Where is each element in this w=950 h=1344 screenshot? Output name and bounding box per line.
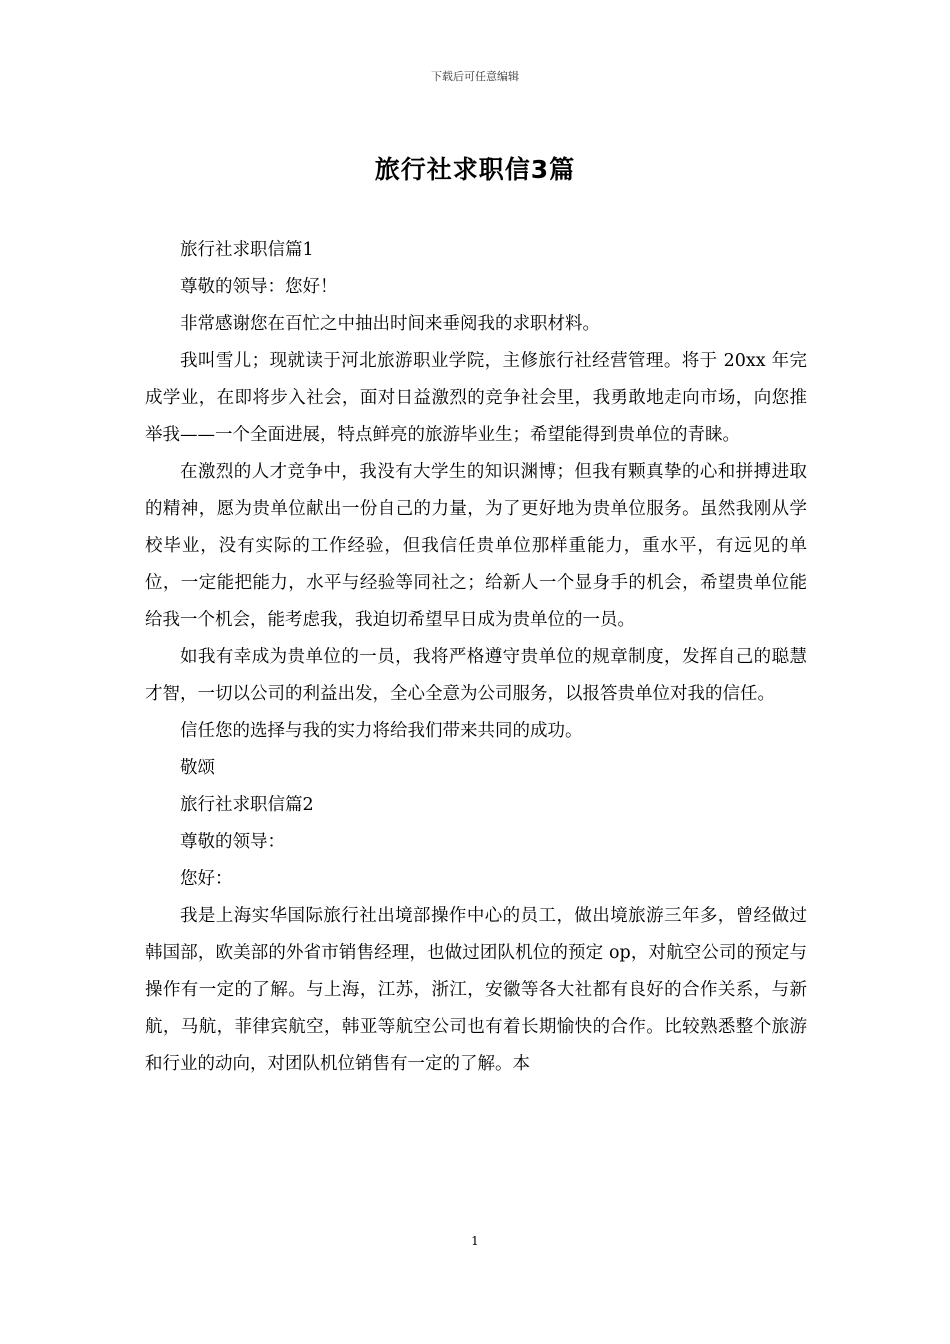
document-title: 旅行社求职信3篇	[374, 155, 576, 184]
salutation: 尊敬的领导：	[180, 832, 285, 852]
salutation: 尊敬的领导：您好！	[180, 277, 338, 297]
section-heading-2: 旅行社求职信篇2	[180, 795, 314, 815]
paragraph: 我是上海实华国际旅行社出境部操作中心的员工，做出境旅游三年多，曾经做过韩国部，欧美部的外省市销售经理，也做过团队机位的预定 op，对航空公司的预定与操作有一定的了解。与上海，江苏，浙江，安徽等各大社都有良好的合作关系，与新航，马航，菲律宾航空，韩亚等航空公司也有着长期愉快的合作。比较熟悉整个旅游和行业的动向，对团队机位销售有一定的了解。本	[145, 906, 807, 1074]
paragraph: 我叫雪儿；现就读于河北旅游职业学院，主修旅行社经营管理。将于 20xx 年完成学业，在即将步入社会，面对日益激烈的竞争社会里，我勇敢地走向市场，向您推举我——一个全面进展，特点鲜亮的旅游毕业生；希望能得到贵单位的青睐。	[145, 351, 807, 445]
header-note: 下载后可任意编辑	[431, 70, 519, 83]
paragraph: 如我有幸成为贵单位的一员，我将严格遵守贵单位的规章制度，发挥自己的聪慧才智，一切以公司的利益出发，全心全意为公司服务，以报答贵单位对我的信任。	[145, 647, 807, 704]
paragraph: 信任您的选择与我的实力将给我们带来共同的成功。	[180, 721, 583, 741]
section-heading-1: 旅行社求职信篇1	[180, 240, 314, 260]
page-number: 1	[471, 1234, 479, 1248]
greeting: 您好：	[180, 869, 233, 889]
paragraph: 在激烈的人才竞争中，我没有大学生的知识渊博；但我有颗真挚的心和拼搏进取的精神，愿为贵单位献出一份自己的力量，为了更好地为贵单位服务。虽然我刚从学校毕业，没有实际的工作经验，但我信任贵单位那样重能力，重水平，有远见的单位，一定能把能力，水平与经验等同社之；给新人一个显身手的机会，希望贵单位能给我一个机会，能考虑我，我迫切希望早日成为贵单位的一员。	[145, 462, 807, 630]
document-body	[145, 232, 807, 1083]
paragraph: 非常感谢您在百忙之中抽出时间来垂阅我的求职材料。	[180, 314, 600, 334]
closing: 敬颂	[180, 758, 215, 778]
